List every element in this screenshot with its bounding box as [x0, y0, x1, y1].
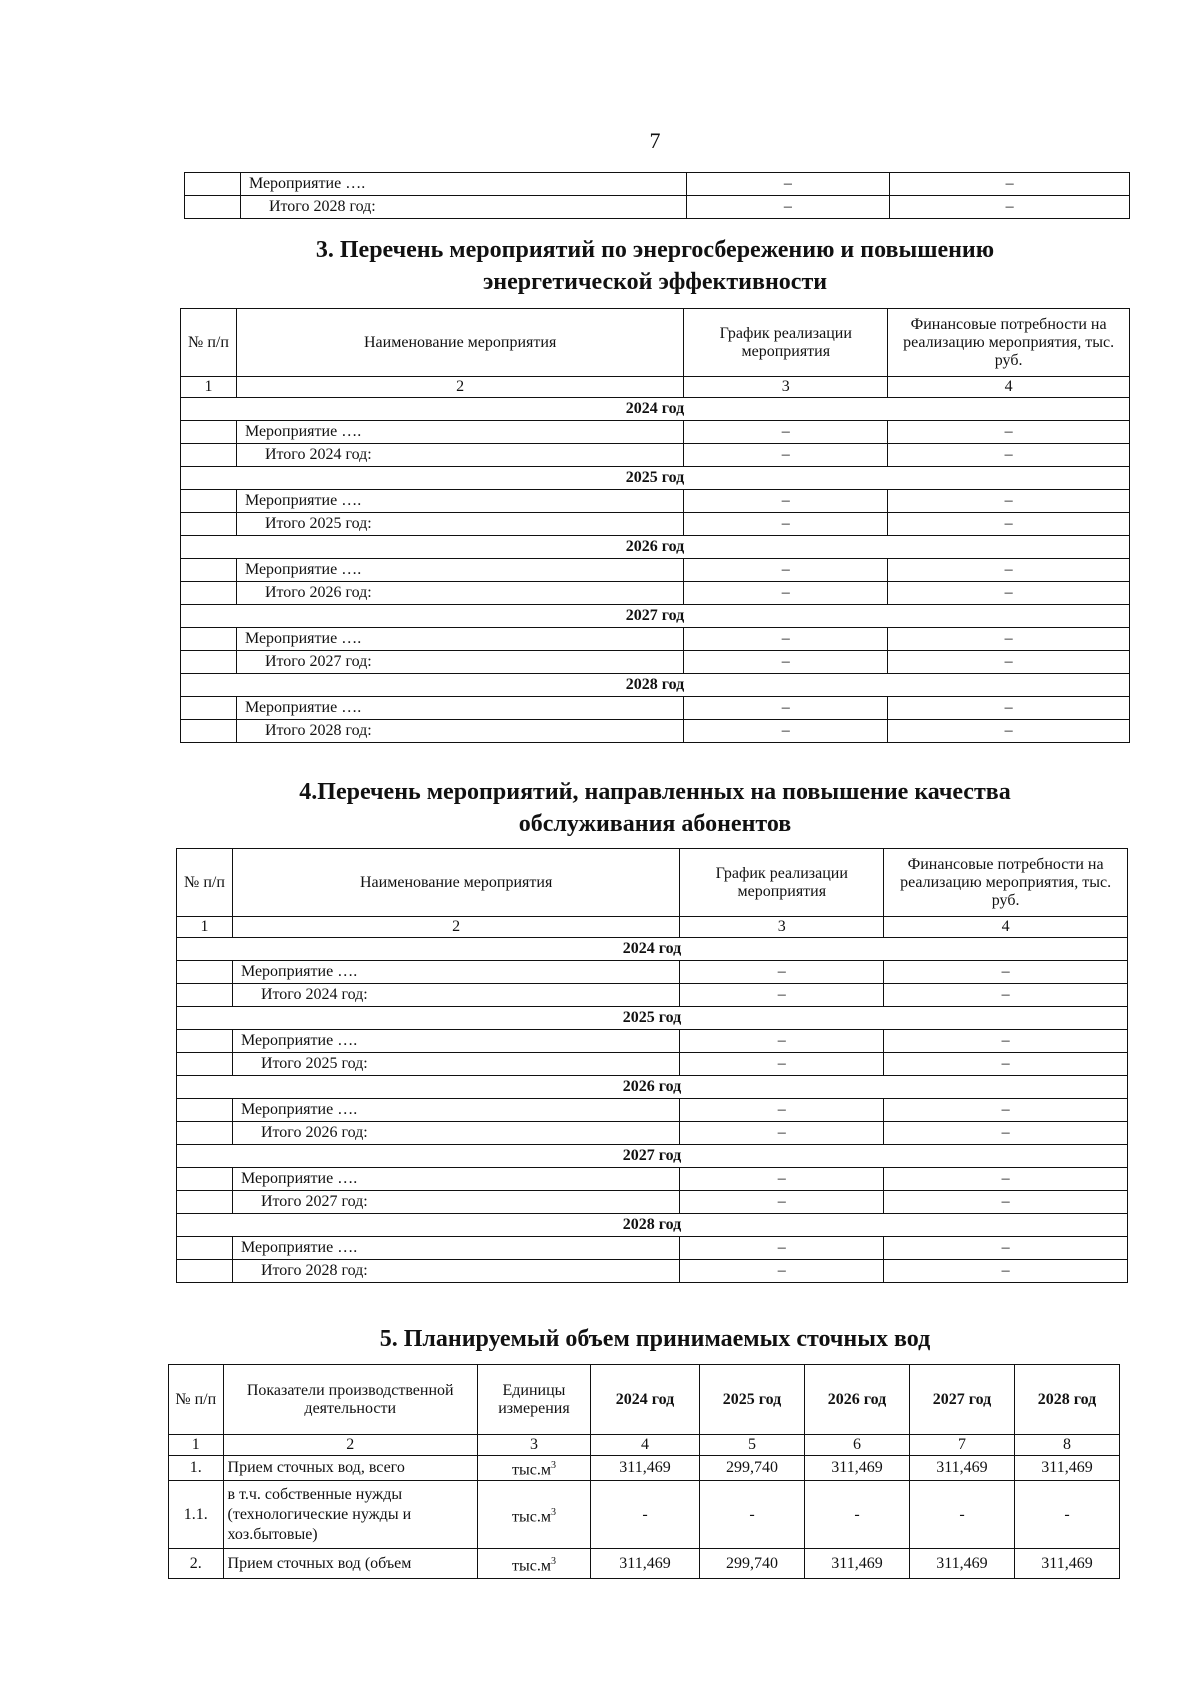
year-row: 2028 год: [181, 674, 1130, 697]
table-row: Итого 2026 год: – –: [181, 582, 1130, 605]
table-row: 1.1. в т.ч. собственные нужды (технологические нужды и хоз.бытовые) $тыс.м^3$ - - - - -: [169, 1481, 1120, 1549]
section3-title: 3. Перечень мероприятий по энергосбережению и повышению энергетической эффективности: [315, 237, 995, 295]
year-row: 2027 год: [177, 1145, 1128, 1168]
year-row: 2024 год: [181, 398, 1130, 421]
section4-table: [176, 848, 1128, 1283]
table-row: Итого 2027 год: – –: [177, 1191, 1128, 1214]
table-row: Мероприятие …. – –: [181, 628, 1130, 651]
section5-title: 5. Планируемый объем принимаемых сточных вод: [379, 1326, 931, 1352]
table-row: Мероприятие …. – –: [177, 1030, 1128, 1053]
column-numbers-row: 1 2 3 4 5 6 7 8: [169, 1435, 1120, 1456]
table-row: Мероприятие …. – –: [185, 173, 1130, 196]
year-row: 2025 год: [177, 1007, 1128, 1030]
year-row: 2026 год: [181, 536, 1130, 559]
event-cell: Мероприятие ….: [240, 173, 686, 196]
year-row: 2028 год: [177, 1214, 1128, 1237]
section3-table: [180, 308, 1130, 743]
table-row: Мероприятие …. – –: [177, 961, 1128, 984]
year-row: 2027 год: [181, 605, 1130, 628]
unit-cell: $тыс.м^3$: [477, 1549, 590, 1579]
page-number: 7: [649, 128, 661, 153]
table-row: Мероприятие …. – –: [181, 490, 1130, 513]
table-row: Мероприятие …. – –: [181, 697, 1130, 720]
table-row: Итого 2026 год: – –: [177, 1122, 1128, 1145]
column-numbers-row: 1 2 3 4: [181, 377, 1130, 398]
table-row: Итого 2028 год: – –: [185, 196, 1130, 219]
year-row: 2025 год: [181, 467, 1130, 490]
table-row: Итого 2028 год: – –: [177, 1260, 1128, 1283]
table-row: Мероприятие …. – –: [181, 559, 1130, 582]
table-row: 1. Прием сточных вод, всего $тыс.м^3$ 311,469 299,740 311,469 311,469 311,469: [169, 1456, 1120, 1481]
table-header-row: № п/п Показатели производственной деятельности Единицы измерения 2024 год 2025 год 2026 год 2027 год 2028 год: [169, 1365, 1120, 1435]
year-row: 2024 год: [177, 938, 1128, 961]
year-row: 2026 год: [177, 1076, 1128, 1099]
table-row: Итого 2024 год: – –: [177, 984, 1128, 1007]
table-row: Итого 2027 год: – –: [181, 651, 1130, 674]
top-table: [184, 172, 1130, 219]
table-row: Мероприятие …. – –: [181, 421, 1130, 444]
table-header-row: № п/п Наименование мероприятия График реализации мероприятия Финансовые потребности на реализацию мероприятия, тыс. руб.: [181, 309, 1130, 377]
table-row: Итого 2025 год: – –: [181, 513, 1130, 536]
table-row: Мероприятие …. – –: [177, 1099, 1128, 1122]
section5-table: [168, 1364, 1120, 1579]
table-row: Итого 2025 год: – –: [177, 1053, 1128, 1076]
unit-cell: $тыс.м^3$: [477, 1481, 590, 1549]
table-row: 2. Прием сточных вод (объем $тыс.м^3$ 311,469 299,740 311,469 311,469 311,469: [169, 1549, 1120, 1579]
unit-cell: $тыс.м^3$: [477, 1456, 590, 1481]
table-row: Итого 2028 год: – –: [181, 720, 1130, 743]
column-numbers-row: 1 2 3 4: [177, 917, 1128, 938]
table-row: Мероприятие …. – –: [177, 1168, 1128, 1191]
section4-title: 4.Перечень мероприятий, направленных на повышение качества обслуживания абонентов: [299, 779, 1011, 837]
table-row: Итого 2024 год: – –: [181, 444, 1130, 467]
table-header-row: № п/п Наименование мероприятия График реализации мероприятия Финансовые потребности на реализацию мероприятия, тыс. руб.: [177, 849, 1128, 917]
table-row: Мероприятие …. – –: [177, 1237, 1128, 1260]
total-cell: Итого 2028 год:: [240, 196, 686, 219]
